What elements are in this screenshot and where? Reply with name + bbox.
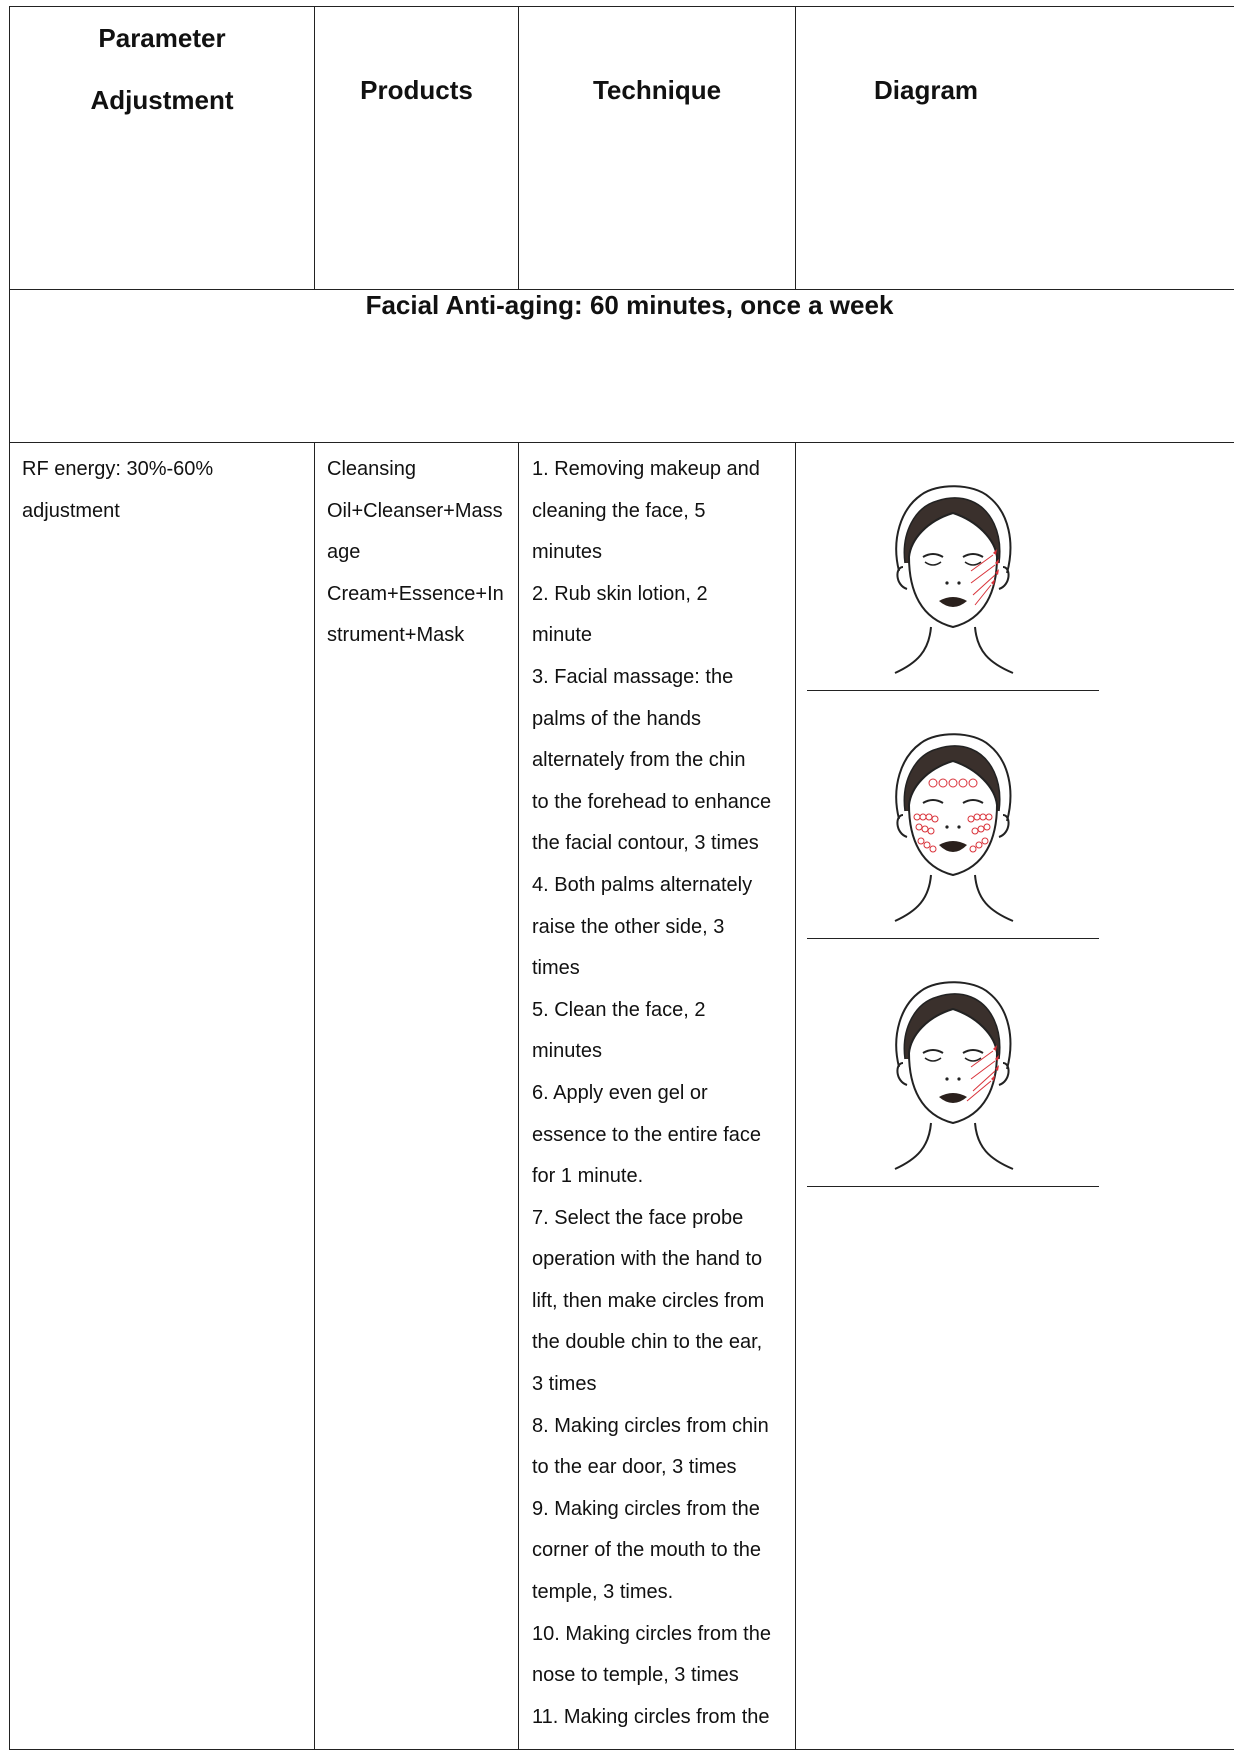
- technique-line: palms of the hands: [532, 699, 787, 741]
- technique-line: 4. Both palms alternately: [532, 865, 787, 907]
- technique-line: essence to the entire face: [532, 1115, 787, 1157]
- face-diagram-2: [807, 691, 1099, 939]
- technique-line: temple, 3 times.: [532, 1572, 787, 1614]
- products-line: Oil+Cleanser+Mass: [327, 491, 508, 533]
- technique-line: for 1 minute.: [532, 1156, 787, 1198]
- face-lift-diagram-icon: [887, 451, 1021, 687]
- technique-line: operation with the hand to: [532, 1239, 787, 1281]
- technique-line: the double chin to the ear,: [532, 1322, 787, 1364]
- technique-line: raise the other side, 3: [532, 907, 787, 949]
- technique-line: times: [532, 948, 787, 990]
- technique-line: 10. Making circles from the: [532, 1614, 787, 1656]
- products-line: Cleansing: [327, 449, 508, 491]
- technique-line: corner of the mouth to the: [532, 1530, 787, 1572]
- technique-line: cleaning the face, 5: [532, 491, 787, 533]
- technique-line: 1. Removing makeup and: [532, 449, 787, 491]
- diagram-divider: [807, 1186, 1099, 1187]
- technique-line: minutes: [532, 1031, 787, 1073]
- technique-line: 5. Clean the face, 2: [532, 990, 787, 1032]
- products-line: age: [327, 532, 508, 574]
- diagram-cell: [796, 443, 1234, 1750]
- technique-line: 3. Facial massage: the: [532, 657, 787, 699]
- technique-line: minutes: [532, 532, 787, 574]
- parameter-line: RF energy: 30%-60%: [22, 449, 304, 491]
- face-lift-diagram-icon: [887, 947, 1021, 1183]
- technique-line: alternately from the chin: [532, 740, 787, 782]
- technique-line: nose to temple, 3 times: [532, 1655, 787, 1697]
- face-diagram-3: [807, 939, 1099, 1187]
- products-cell: [315, 443, 519, 1750]
- technique-cell: [519, 443, 796, 1750]
- face-diagram-1: [807, 443, 1099, 691]
- parameter-cell: [10, 443, 315, 1750]
- technique-line: 8. Making circles from chin: [532, 1406, 787, 1448]
- header-row: [10, 7, 1234, 290]
- face-circles-diagram-icon: [887, 699, 1021, 935]
- header-products: Products: [315, 7, 519, 290]
- technique-line: lift, then make circles from: [532, 1281, 787, 1323]
- products-line: strument+Mask: [327, 615, 508, 657]
- technique-line: 6. Apply even gel or: [532, 1073, 787, 1115]
- protocol-table: [9, 6, 1234, 1750]
- section-row: [10, 290, 1234, 443]
- header-parameter-line2: Adjustment: [91, 85, 234, 115]
- technique-line: to the forehead to enhance: [532, 782, 787, 824]
- technique-line: minute: [532, 615, 787, 657]
- parameter-line: adjustment: [22, 491, 304, 533]
- products-line: Cream+Essence+In: [327, 574, 508, 616]
- technique-line: 9. Making circles from the: [532, 1489, 787, 1531]
- header-diagram: Diagram: [796, 7, 1234, 290]
- technique-line: 7. Select the face probe: [532, 1198, 787, 1240]
- header-parameter: [10, 7, 315, 290]
- technique-line: to the ear door, 3 times: [532, 1447, 787, 1489]
- header-technique: Technique: [519, 7, 796, 290]
- technique-line: the facial contour, 3 times: [532, 823, 787, 865]
- technique-line: 2. Rub skin lotion, 2: [532, 574, 787, 616]
- section-title: Facial Anti-aging: 60 minutes, once a week: [10, 290, 1234, 443]
- technique-line: 11. Making circles from the: [532, 1697, 787, 1739]
- technique-line: 3 times: [532, 1364, 787, 1406]
- header-parameter-line1: Parameter: [98, 23, 225, 53]
- table-row: [10, 443, 1234, 1750]
